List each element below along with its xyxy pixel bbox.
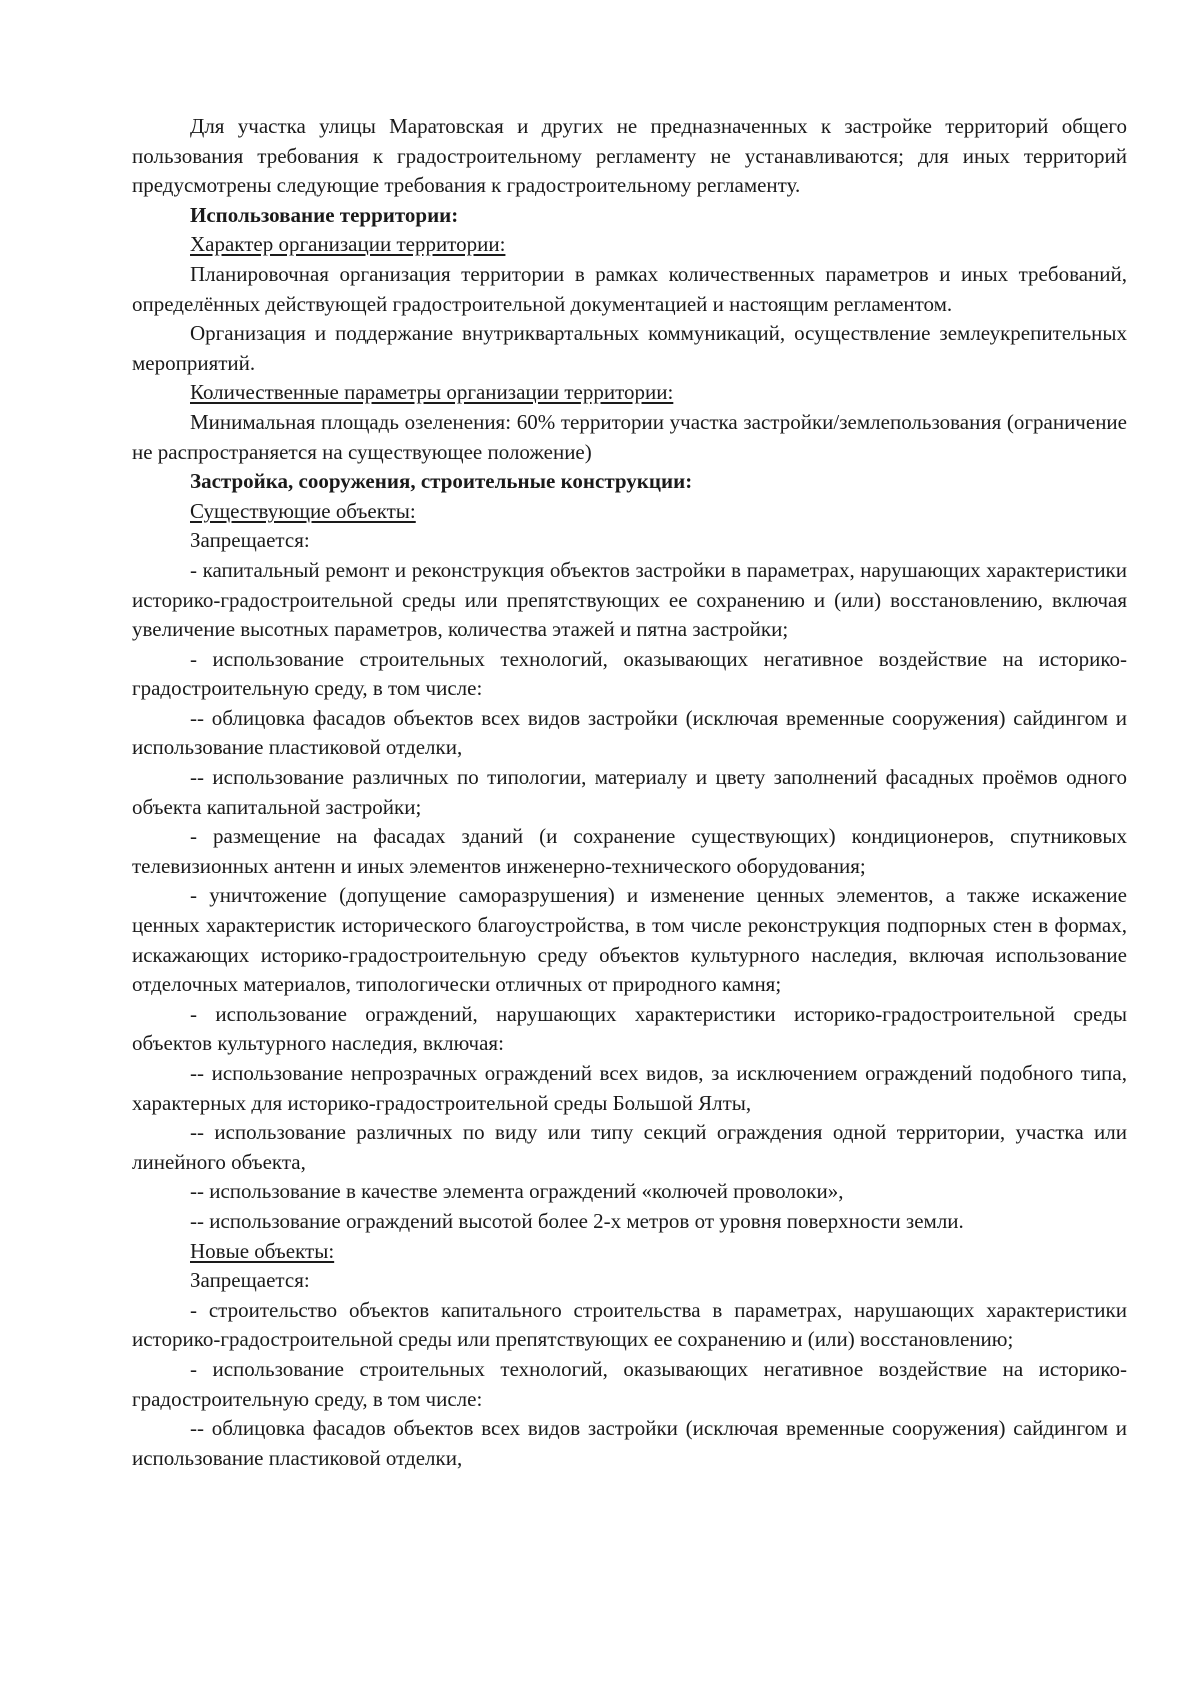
- list-item-technologies: - использование строительных технологий, оказывающих негативное воздействие на историко-градостроительную среду, в том числе:: [132, 646, 1127, 701]
- list-item-facade-equipment: - размещение на фасадах зданий (и сохранение существующих) кондиционеров, спутниковых телевизионных антенн и иных элементов инженерно-технического оборудования;: [132, 824, 1127, 878]
- list-subitem-opaque-fences: -- использование непрозрачных ограждений всех видов, за исключением ограждений подобного типа, характерных для историко-градостроительной среды Большой Ялты,: [132, 1061, 1127, 1115]
- subheading-organization-character-text: Характер организации территории:: [190, 232, 506, 257]
- list-subitem-fence-sections: -- использование различных по виду или типу секций ограждения одной территории, участка или линейного объекта,: [132, 1120, 1127, 1174]
- list-subitem-barbed-wire: -- использование в качестве элемента ограждений «колючей проволоки»,: [190, 1179, 844, 1204]
- subheading-new-objects: [132, 1237, 1127, 1267]
- subheading-existing-objects: [132, 497, 1127, 527]
- paragraph-prohibited-2: Запрещается:: [190, 1268, 310, 1293]
- heading-construction: Застройка, сооружения, строительные конструкции:: [190, 469, 693, 494]
- paragraph-prohibited-1: Запрещается:: [190, 528, 310, 553]
- list-subitem-fence-height: -- использование ограждений высотой более 2-х метров от уровня поверхности земли.: [190, 1208, 964, 1233]
- subheading-quantitative-parameters-text: Количественные параметры организации территории:: [190, 380, 674, 405]
- subheading-new-objects-text: Новые объекты:: [190, 1238, 335, 1263]
- paragraph-communications: Организация и поддержание внутриквартальных коммуникаций, осуществление землеукрепительных мероприятий.: [132, 321, 1127, 375]
- list-item-new-construction: - строительство объектов капитального строительства в параметрах, нарушающих характеристики историко-градостроительной среды или препятствующих ее сохранению и (или) восстановлению;: [132, 1297, 1127, 1352]
- list-item-technologies-new: - использование строительных технологий, оказывающих негативное воздействие на историко-градостроительную среду, в том числе:: [132, 1356, 1127, 1411]
- paragraph-greening: Минимальная площадь озеленения: 60% территории участка застройки/землепользования (ограничение не распространяется на существующее положение): [132, 409, 1127, 464]
- subheading-quantitative-parameters: [132, 378, 1127, 408]
- list-item-repair: - капитальный ремонт и реконструкция объектов застройки в параметрах, нарушающих характеристики историко-градостроительной среды или препятствующих ее сохранению и (или) восстановлению, включая увеличение высотных параметров, количества этажей и пятна застройки;: [132, 557, 1127, 642]
- paragraph-intro: Для участка улицы Маратовская и других не предназначенных к застройке территорий общего пользования требования к градостроительному регламенту не устанавливаются; для иных территорий предусмотрены следующие требования к градостроительному регламенту.: [132, 114, 1127, 198]
- heading-territory-use: Использование территории:: [190, 202, 459, 227]
- list-subitem-openings: -- использование различных по типологии, материалу и цвету заполнений фасадных проёмов одного объекта капитальной застройки;: [132, 765, 1127, 819]
- list-item-destruction: - уничтожение (допущение саморазрушения) и изменение ценных элементов, а также искажение ценных характеристик исторического благоустройства, в том числе реконструкция подпорных стен в формах, искажающих историко-градостроительную среду объектов культурного наследия, включая использование отделочных материалов, типологически отличных от природного камня;: [132, 883, 1127, 997]
- subheading-existing-objects-text: Существующие объекты:: [190, 498, 416, 523]
- document-body: [132, 112, 1127, 1473]
- list-subitem-siding-new: -- облицовка фасадов объектов всех видов застройки (исключая временные сооружения) сайдингом и использование пластиковой отделки,: [132, 1416, 1127, 1470]
- paragraph-planning: Планировочная организация территории в рамках количественных параметров и иных требований, определённых действующей градостроительной документацией и настоящим регламентом.: [132, 261, 1127, 316]
- subheading-organization-character: [132, 230, 1127, 260]
- list-item-fences: - использование ограждений, нарушающих характеристики историко-градостроительной среды объектов культурного наследия, включая:: [132, 1001, 1127, 1056]
- list-subitem-siding: -- облицовка фасадов объектов всех видов застройки (исключая временные сооружения) сайдингом и использование пластиковой отделки,: [132, 705, 1127, 760]
